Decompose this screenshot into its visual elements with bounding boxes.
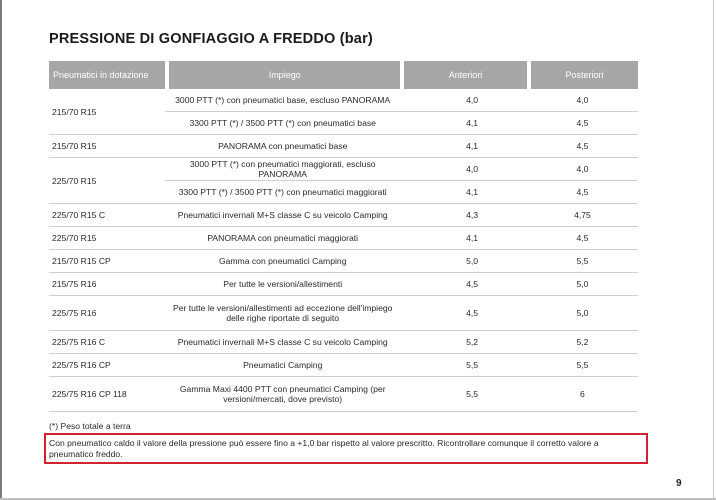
front-pressure-cell: 4,1 bbox=[400, 181, 527, 204]
front-pressure-cell: 5,5 bbox=[400, 377, 527, 412]
use-cell: Per tutte le versioni/allestimenti bbox=[165, 273, 400, 296]
tyre-size-cell: 225/75 R16 CP bbox=[49, 354, 165, 377]
tyre-size-cell: 215/70 R15 bbox=[49, 135, 165, 158]
tyre-size-cell: 225/70 R15 C bbox=[49, 204, 165, 227]
tyre-size-cell: 225/70 R15 bbox=[49, 158, 165, 204]
front-pressure-cell: 4,5 bbox=[400, 273, 527, 296]
use-cell: Pneumatici invernali M+S classe C su veicolo Camping bbox=[165, 331, 400, 354]
table-row bbox=[49, 158, 638, 181]
front-pressure-cell: 5,0 bbox=[400, 250, 527, 273]
rear-pressure-cell: 5,5 bbox=[527, 354, 638, 377]
table-row bbox=[49, 296, 638, 331]
use-cell: Gamma Maxi 4400 PTT con pneumatici Camping (per versioni/mercati, dove previsto) bbox=[165, 377, 400, 412]
use-cell: PANORAMA con pneumatici base bbox=[165, 135, 400, 158]
rear-pressure-cell: 5,0 bbox=[527, 273, 638, 296]
rear-pressure-cell: 4,5 bbox=[527, 112, 638, 135]
tyre-size-cell: 225/75 R16 CP 118 bbox=[49, 377, 165, 412]
front-pressure-cell: 4,3 bbox=[400, 204, 527, 227]
use-cell: 3000 PTT (*) con pneumatici base, escluso PANORAMA bbox=[165, 89, 400, 112]
rear-pressure-cell: 4,5 bbox=[527, 135, 638, 158]
front-pressure-cell: 4,1 bbox=[400, 112, 527, 135]
front-pressure-cell: 4,0 bbox=[400, 158, 527, 181]
use-cell: 3300 PTT (*) / 3500 PTT (*) con pneumatici maggiorati bbox=[165, 181, 400, 204]
table-row bbox=[49, 204, 638, 227]
rear-pressure-cell: 6 bbox=[527, 377, 638, 412]
front-pressure-cell: 5,2 bbox=[400, 331, 527, 354]
header-tyres: Pneumatici in dotazione bbox=[49, 61, 165, 89]
rear-pressure-cell: 5,2 bbox=[527, 331, 638, 354]
front-pressure-cell: 4,1 bbox=[400, 227, 527, 250]
table-row bbox=[49, 273, 638, 296]
front-pressure-cell: 5,5 bbox=[400, 354, 527, 377]
front-pressure-cell: 4,0 bbox=[400, 89, 527, 112]
page-edge-right bbox=[713, 0, 714, 500]
rear-pressure-cell: 4,5 bbox=[527, 227, 638, 250]
header-use: Impiego bbox=[165, 61, 400, 89]
table-row bbox=[49, 89, 638, 112]
rear-pressure-cell: 4,5 bbox=[527, 181, 638, 204]
use-cell: 3300 PTT (*) / 3500 PTT (*) con pneumatici base bbox=[165, 112, 400, 135]
page-title: PRESSIONE DI GONFIAGGIO A FREDDO (bar) bbox=[49, 31, 373, 47]
footnote: (*) Peso totale a terra bbox=[49, 421, 131, 431]
table-row bbox=[49, 377, 638, 412]
table-row bbox=[49, 227, 638, 250]
header-front: Anteriori bbox=[400, 61, 527, 89]
front-pressure-cell: 4,5 bbox=[400, 296, 527, 331]
pressure-table bbox=[49, 61, 638, 412]
table-row bbox=[49, 135, 638, 158]
table-row bbox=[49, 250, 638, 273]
front-pressure-cell: 4,1 bbox=[400, 135, 527, 158]
use-cell: Pneumatici invernali M+S classe C su veicolo Camping bbox=[165, 204, 400, 227]
use-cell: Gamma con pneumatici Camping bbox=[165, 250, 400, 273]
page-number: 9 bbox=[676, 478, 682, 489]
use-cell: Per tutte le versioni/allestimenti ad eccezione dell'impiego delle righe riportate di seguito bbox=[165, 296, 400, 331]
rear-pressure-cell: 4,75 bbox=[527, 204, 638, 227]
use-cell: Pneumatici Camping bbox=[165, 354, 400, 377]
tyre-size-cell: 225/75 R16 C bbox=[49, 331, 165, 354]
tyre-size-cell: 225/70 R15 bbox=[49, 227, 165, 250]
warning-text: Con pneumatico caldo il valore della pressione può essere fino a +1,0 bar rispetto al valore prescritto. Ricontrollare comunque il corretto valore a pneumatico freddo. bbox=[49, 438, 599, 459]
tyre-size-cell: 215/75 R16 bbox=[49, 273, 165, 296]
tyre-size-cell: 215/70 R15 CP bbox=[49, 250, 165, 273]
tyre-size-cell: 215/70 R15 bbox=[49, 89, 165, 135]
table-header-row bbox=[49, 61, 638, 89]
page-edge-left bbox=[0, 0, 2, 500]
use-cell: PANORAMA con pneumatici maggiorati bbox=[165, 227, 400, 250]
rear-pressure-cell: 5,0 bbox=[527, 296, 638, 331]
rear-pressure-cell: 4,0 bbox=[527, 158, 638, 181]
rear-pressure-cell: 4,0 bbox=[527, 89, 638, 112]
rear-pressure-cell: 5,5 bbox=[527, 250, 638, 273]
use-cell: 3000 PTT (*) con pneumatici maggiorati, escluso PANORAMA bbox=[165, 158, 400, 181]
table-row bbox=[49, 331, 638, 354]
table-row bbox=[49, 354, 638, 377]
header-rear: Posteriori bbox=[527, 61, 638, 89]
tyre-size-cell: 225/75 R16 bbox=[49, 296, 165, 331]
